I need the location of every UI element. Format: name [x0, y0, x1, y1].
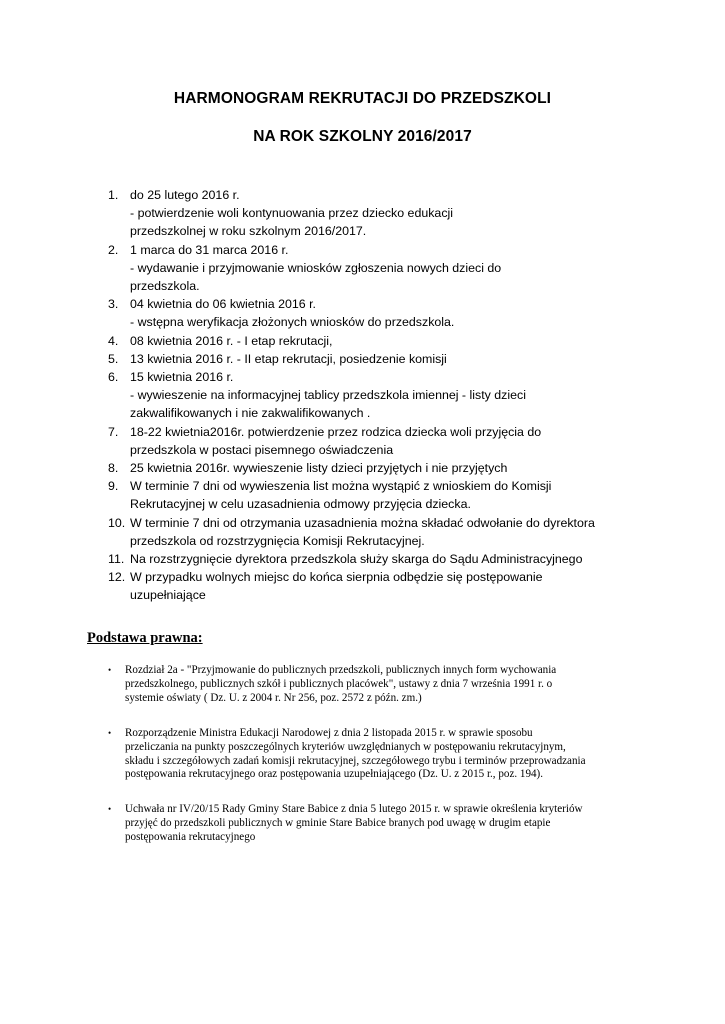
legal-basis-item [108, 727, 708, 783]
schedule-item-number: 7. [108, 424, 119, 439]
schedule-item-line: W terminie 7 dni od wywieszenia list można wystąpić z wnioskiem do Komisji [130, 479, 552, 494]
schedule-item-line: przedszkola od rozstrzygnięcia Komisji Rekrutacyjnej. [130, 533, 425, 548]
schedule-item-number: 2. [108, 242, 119, 257]
schedule-item-line: W terminie 7 dni od otrzymania uzasadnienia można składać odwołanie do dyrektora [130, 515, 595, 530]
legal-basis-line: Uchwała nr IV/20/15 Rady Gminy Stare Babice z dnia 5 lutego 2015 r. w sprawie określenia kryteriów [125, 803, 583, 816]
schedule-item-line: przedszkolnej w roku szkolnym 2016/2017. [130, 224, 367, 239]
schedule-item [108, 477, 708, 513]
schedule-item-line: 1 marca do 31 marca 2016 r. [130, 242, 289, 257]
schedule-item [108, 459, 708, 477]
schedule-item-text [130, 423, 708, 459]
schedule-item [108, 241, 708, 296]
legal-basis-line: Rozporządzenie Ministra Edukacji Narodowej z dnia 2 listopada 2015 r. w sprawie sposobu [125, 726, 533, 739]
bullet-icon: • [108, 727, 112, 738]
schedule-item-text [130, 477, 708, 513]
document-title-line-2: NA ROK SZKOLNY 2016/2017 [253, 128, 472, 145]
legal-basis-line: postępowania rekrutacyjnego [125, 831, 256, 844]
schedule-item-line: do 25 lutego 2016 r. [130, 188, 240, 202]
schedule-item-text [130, 241, 708, 296]
legal-basis-line: składu i szczegółowych zadań komisji rekrutacyjnej, szczegółowego trybu i terminów przeprowadzania [125, 754, 586, 767]
legal-basis-line: Rozdział 2a - "Przyjmowanie do publicznych przedszkoli, publicznych innych form wychowania [125, 664, 557, 676]
schedule-item-line: przedszkola w postaci pisemnego oświadczenia [130, 442, 394, 457]
schedule-item-text [130, 459, 708, 477]
legal-basis-text [125, 727, 708, 783]
legal-basis-item [108, 803, 708, 845]
bullet-icon: • [108, 804, 112, 815]
schedule-item-line: - potwierdzenie woli kontynuowania przez dziecko edukacji [130, 206, 454, 221]
schedule-item [108, 295, 708, 331]
schedule-item-number: 10. [108, 515, 126, 530]
schedule-item-number: 8. [108, 461, 119, 476]
schedule-item-text [130, 186, 708, 241]
schedule-item-number: 5. [108, 351, 119, 366]
schedule-item-text [130, 550, 708, 568]
schedule-item [108, 350, 708, 368]
schedule-item [108, 514, 708, 550]
schedule-item-number: 6. [108, 370, 119, 385]
schedule-item-line: - wstępna weryfikacja złożonych wniosków do przedszkola. [130, 315, 455, 330]
legal-basis-text [125, 664, 708, 706]
schedule-item-line: 15 kwietnia 2016 r. [130, 370, 234, 385]
schedule-item-text [130, 368, 708, 423]
schedule-item-line: 04 kwietnia do 06 kwietnia 2016 r. [130, 297, 316, 312]
bullet-icon: • [108, 665, 112, 675]
schedule-item-line: 25 kwietnia 2016r. wywieszenie listy dzieci przyjętych i nie przyjętych [130, 461, 508, 476]
schedule-item-line: W przypadku wolnych miejsc do końca sierpnia odbędzie się postępowanie [130, 570, 543, 585]
legal-basis-line: przedszkolnego, publicznych szkół i publicznych placówek", ustawy z dnia 7 września 1991 r. o [125, 677, 553, 690]
schedule-item-line: Na rozstrzygnięcie dyrektora przedszkola służy skarga do Sądu Administracyjnego [130, 552, 583, 567]
legal-basis-line: przyjęć do przedszkoli publicznych w gminie Stare Babice branych pod uwagę w drugim etapie [125, 817, 551, 830]
schedule-item-number: 12. [108, 570, 126, 585]
schedule-item-text [130, 514, 708, 550]
schedule-item [108, 368, 708, 423]
legal-basis-line: systemie oświaty ( Dz. U. z 2004 r. Nr 256, poz. 2572 z późn. zm.) [125, 691, 422, 704]
schedule-item-text [130, 295, 708, 331]
legal-basis-text [125, 803, 708, 845]
schedule-item-line: - wydawanie i przyjmowanie wniosków zgłoszenia nowych dzieci do [130, 260, 502, 275]
legal-basis-line: postępowania rekrutacyjnego oraz postępowania uzupełniającego (Dz. U. z 2015 r., poz. 194). [125, 768, 544, 781]
schedule-item-line: Rekrutacyjnej w celu uzasadnienia odmowy przyjęcia dziecka. [130, 497, 471, 512]
schedule-item-text [130, 568, 708, 604]
recruitment-schedule-list [108, 186, 708, 605]
schedule-item-line: uzupełniające [130, 588, 206, 603]
schedule-item-line: zakwalifikowanych i nie zakwalifikowanych . [130, 406, 371, 421]
schedule-item-line: 13 kwietnia 2016 r. - II etap rekrutacji, posiedzenie komisji [130, 351, 447, 366]
schedule-item-number: 4. [108, 333, 119, 348]
legal-basis-line: przeliczania na punkty poszczególnych kryteriów uwzględnianych w postępowaniu rekrutacyjnym, [125, 740, 566, 753]
schedule-item [108, 186, 708, 241]
schedule-item-line: - wywieszenie na informacyjnej tablicy przedszkola imiennej - listy dzieci [130, 388, 526, 403]
schedule-item [108, 568, 708, 604]
schedule-item [108, 550, 708, 568]
schedule-item-text [130, 350, 708, 368]
schedule-item-line: 18-22 kwietnia2016r. potwierdzenie przez rodzica dziecka woli przyjęcia do [130, 424, 542, 439]
schedule-item-number: 9. [108, 479, 119, 494]
schedule-item-text [130, 332, 708, 350]
schedule-item-number: 11. [108, 552, 125, 567]
legal-basis-list [108, 664, 708, 866]
schedule-item-number: 1. [108, 188, 119, 202]
schedule-item-line: przedszkola. [130, 279, 200, 294]
schedule-item [108, 423, 708, 459]
document-title-line-1: HARMONOGRAM REKRUTACJI DO PRZEDSZKOLI [173, 90, 552, 107]
legal-basis-item [108, 664, 708, 706]
schedule-item-line: 08 kwietnia 2016 r. - I etap rekrutacji, [130, 333, 333, 348]
legal-basis-heading: Podstawa prawna: [87, 630, 203, 646]
schedule-item-number: 3. [108, 297, 119, 312]
schedule-item [108, 332, 708, 350]
